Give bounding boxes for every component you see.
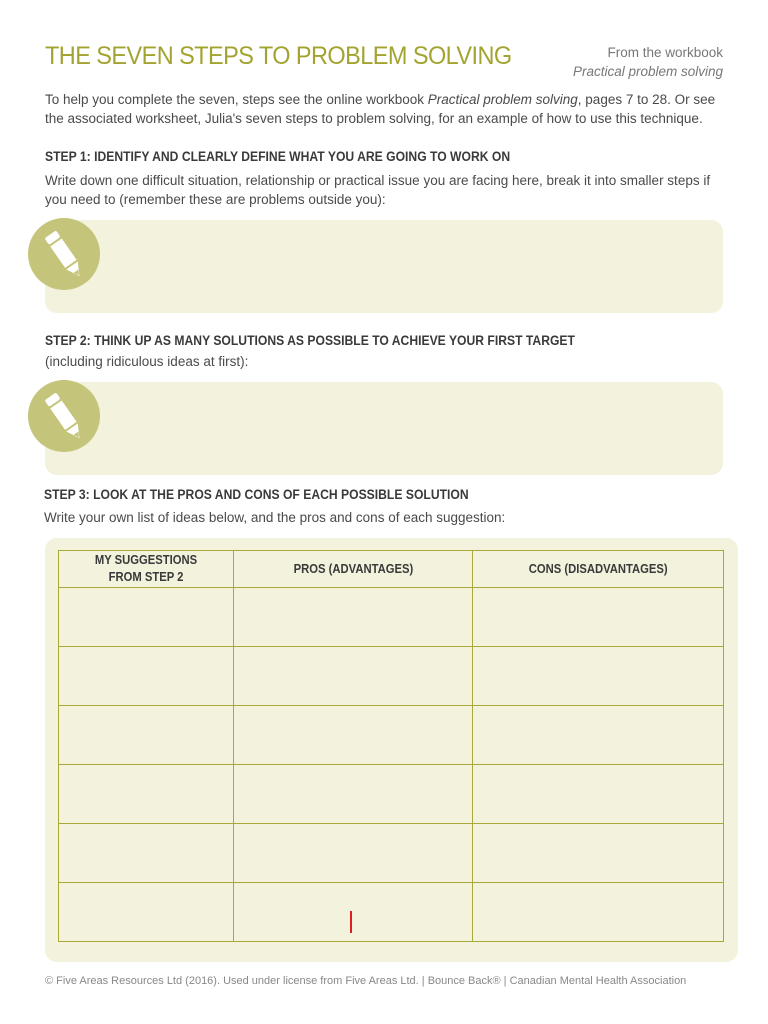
suggestion-cell[interactable]: [59, 824, 234, 883]
intro-text-end: , pages 7 to 28. Or see the associated worksheet, Julia's seven steps to problem solving, for an example of how to use this technique.: [45, 92, 716, 126]
page-title: THE SEVEN STEPS TO PROBLEM SOLVING: [45, 42, 512, 70]
step2-answer-box[interactable]: [45, 382, 723, 475]
pros-cons-table: [58, 550, 724, 942]
column-header-pros: PROS (ADVANTAGES): [234, 551, 473, 588]
table-header-row: [59, 551, 724, 588]
intro-book-title: Practical problem solving: [427, 92, 578, 107]
cons-cell[interactable]: [473, 588, 724, 647]
pros-cell[interactable]: [234, 883, 473, 942]
pros-cell[interactable]: [234, 706, 473, 765]
pencil-icon: [28, 218, 100, 290]
pros-cons-panel: [45, 538, 738, 962]
table-row: [59, 706, 724, 765]
source-note: [573, 43, 723, 81]
suggestion-cell[interactable]: [59, 883, 234, 942]
intro-paragraph: [45, 90, 735, 128]
source-book-title: Practical problem solving: [572, 64, 723, 79]
pros-cell[interactable]: [234, 588, 473, 647]
cons-cell[interactable]: [473, 647, 724, 706]
step2-description: (including ridiculous ideas at first):: [45, 354, 249, 369]
step2-heading: STEP 2: THINK UP AS MANY SOLUTIONS AS POSSIBLE TO ACHIEVE YOUR FIRST TARGET: [45, 333, 575, 348]
intro-text-start: To help you complete the seven, steps see the online workbook: [45, 92, 428, 107]
source-line: From the workbook: [607, 45, 723, 60]
cons-cell[interactable]: [473, 706, 724, 765]
step1-answer-box[interactable]: [45, 220, 723, 313]
step1-heading: STEP 1: IDENTIFY AND CLEARLY DEFINE WHAT YOU ARE GOING TO WORK ON: [45, 149, 511, 164]
suggestion-cell[interactable]: [59, 765, 234, 824]
pencil-icon: [28, 380, 100, 452]
step1-description: Write down one difficult situation, relationship or practical issue you are facing here, break it into smaller steps if you need to (remember these are problems outside you):: [45, 173, 711, 207]
pros-cell[interactable]: [234, 647, 473, 706]
pros-cell[interactable]: [234, 824, 473, 883]
step3-description: Write your own list of ideas below, and the pros and cons of each suggestion:: [44, 510, 506, 525]
column-header-suggestions: MY SUGGESTIONS FROM STEP 2: [59, 551, 234, 588]
cons-cell[interactable]: [473, 883, 724, 942]
table-row: [59, 647, 724, 706]
suggestion-cell[interactable]: [59, 588, 234, 647]
suggestion-cell[interactable]: [59, 706, 234, 765]
cons-cell[interactable]: [473, 824, 724, 883]
step3-heading: STEP 3: LOOK AT THE PROS AND CONS OF EACH POSSIBLE SOLUTION: [44, 487, 469, 502]
text-cursor: [350, 911, 352, 933]
copyright-footer: © Five Areas Resources Ltd (2016). Used under license from Five Areas Ltd. | Bounce Back® | Canadian Mental Health Association: [45, 975, 687, 987]
pros-cell[interactable]: [234, 765, 473, 824]
table-row: [59, 765, 724, 824]
cons-cell[interactable]: [473, 765, 724, 824]
table-row: [59, 824, 724, 883]
column-header-cons: CONS (DISADVANTAGES): [473, 551, 724, 588]
table-row: [59, 883, 724, 942]
suggestion-cell[interactable]: [59, 647, 234, 706]
table-row: [59, 588, 724, 647]
